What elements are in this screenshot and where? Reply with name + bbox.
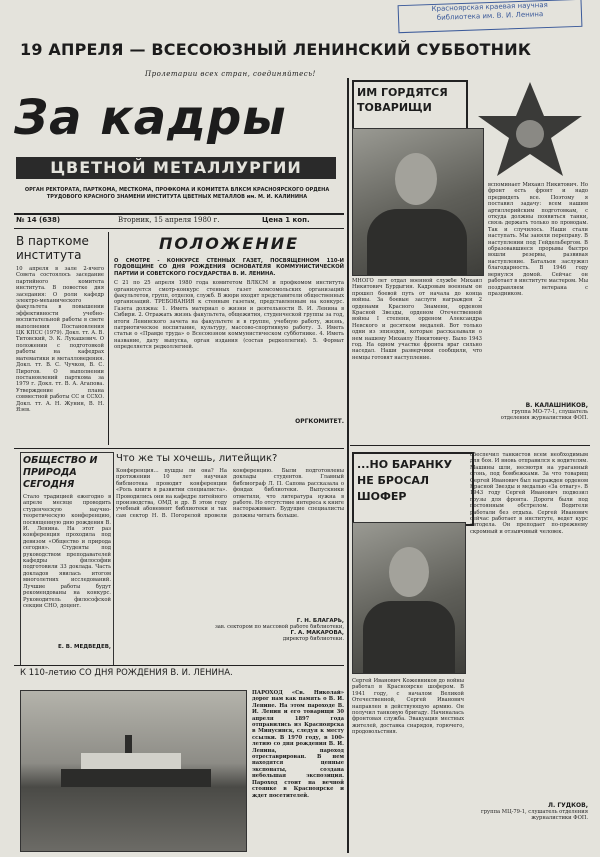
litejshik-title: Что же ты хочешь, литейщик? bbox=[116, 453, 278, 464]
gordimsya-left-body: МНОГО лет отдал военной службе Михаил Никитович Бурдыгин. Кадровым военным он прошел боевой путь от начала до конца войны. За боевые заслуги награжден 2 орденами Красного Знамени, орденом Красной Звезды, орденом Отечественной войны I степени, орденом Александра Невского и десятком медалей. Вот только одни из эпизодов, которые рассказывали о нем нашему Михаилу Никитовичу. Было 1943 год. На одном участке фронта враг сильно наседал. Наши разведчики сообщили, что немцы готовят наступление. bbox=[352, 278, 482, 361]
shofer-title-box bbox=[352, 452, 474, 526]
gordimsya-sign: В. КАЛАШНИКОВ, bbox=[525, 402, 588, 409]
partkom-title: В парткоме института bbox=[16, 234, 89, 262]
horizontal-rule-3 bbox=[350, 445, 590, 446]
steamship-deck bbox=[81, 753, 181, 769]
polozhenie-body: С 21 по 25 апреля 1980 года комитетом ВЛКСМ и профкомом института организуется смотр-конкурс стенных газет комсомольских организаций факультетов, групп, отделов, служб. В жюри входят представители общественных организаций. ТРЕБОВАНИЯ к стенным газетам, представленным на конкурс. Газета должна: 1. Иметь материал о жизни и деятельности В. И. Ленина в Сибири. 2. Отражать жизнь факультета, общежития, студенческой группы за год, итоги Ленинского зачета на факультете и в группе, учебную работу, жизнь, патриотическое воспитание, культуру, массово-спортивную работу. 3. Иметь статьи о «Правде труда» о Всесоюзном коммунистическом субботнике. 4. Иметь название, дату выпуска, орган издания (состав редколлегии). 5. Формат определяется редколлегией. bbox=[114, 280, 344, 351]
shofer-sign-role: группа МЦ-79-1, слушатель отделения журналистики ФОП. bbox=[481, 809, 588, 822]
steamship-funnel bbox=[125, 735, 132, 753]
library-stamp bbox=[398, 0, 583, 33]
polozhenie-subtitle: О СМОТРЕ - КОНКУРСЕ СТЕННЫХ ГАЗЕТ, ПОСВЯЩЕННОМ 110-Й ГОДОВЩИНЕ СО ДНЯ РОЖДЕНИЯ ОСНОВАТЕЛЯ КОММУНИСТИЧЕСКОЙ ПАРТИИ И СОВЕТСКОГО ГОСУДАРСТВА В. И. ЛЕНИНА. bbox=[114, 258, 344, 277]
litejshik-body: Конференция... пушды ли она? На протяжении 10 лет научная библиотека проводит конференции «Роль книги в развитии специалиста». Проводились они на кафедре литейного производства, ОМД и др. В этом году учебный абонемент библиотеки и так сам сектор Н. В. Погорелой провели конференцию. Были подготовлены доклады студентов. Главный библиограф Л. П. Сапова рассказала о фондах библиотеки. Выпускники отметили, что литература нужна в работе. Но отсутствие интереса к книге настораживает. Будущие специалисты должны читать больше. bbox=[116, 468, 344, 519]
issue-date: Вторник, 15 апреля 1980 г. bbox=[118, 216, 220, 224]
veteran-1-coat bbox=[367, 209, 467, 275]
masthead-organ: ОРГАН РЕКТОРАТА, ПАРТКОМА, МЕСТКОМА, ПРОФКОМА И КОМИТЕТА ВЛКСМ КРАСНОЯРСКОГО ОРДЕНА ТРУДОВОГО КРАСНОГО ЗНАМЕНИ ИНСТИТУТА ЦВЕТНЫХ МЕТАЛЛОВ им. М. И. КАЛИНИНА bbox=[24, 187, 330, 200]
shofer-right-body: обеспечил танкистов всем необходимым для боя. И вновь отправился к водителям. Машины шли, несмотря на ураганный огонь, под бомбежками. За что товарищ Сергей Иванович был награжден орденом Красной Звезды и медалью «За отвагу». В 1943 году Сергей Иванович подвозил грузы для фронта. Дороги были под постоянным обстрелом. Водители работали без отдыха. Сергей Иванович сейчас работает в институте, ведет курс автодела. Он преподает по-прежнему скромный и отзывчивый человек. bbox=[470, 452, 588, 535]
gordimsya-right-body: вспоминает Михаил Никитович. Но фронт есть фронт и надо предвидеть все. Поэтому я поставил задачу: всем нашим артиллерийским подготовкам, с откуда должны появиться танки, связь держать только по проводам. Так и случилось. Наши стали наступать. Мы заняли переправу. В наступлении под Гейдельбергом. В образовавшиеся прорывы быстро вошли резервы, развивая наступление. Батальон заслужил благодарность. В 1946 году вернулся домой. Сейчас он работает в институте мастером. Мы поздравляем ветерана с праздником. bbox=[488, 182, 588, 297]
order-star-emblem bbox=[470, 80, 590, 180]
lenin110-title: К 110-летию СО ДНЯ РОЖДЕНИЯ В. И. ЛЕНИНА. bbox=[20, 668, 233, 678]
top-banner: 19 АПРЕЛЯ — ВСЕСОЮЗНЫЙ ЛЕНИНСКИЙ СУББОТНИК bbox=[20, 40, 532, 59]
lenin110-caption: ПАРОХОД «Св. Николай» дорог нам как память о В. И. Ленине. На этом пароходе В. И. Ленин и его товарищи 30 апреля 1897 года отправились из Красноярска в Минусинск, следуя к месту ссылки. В 1970 году, в 100-летию со дня рождения В. И. Ленина, пароход отреставрирован. В нем находятся ценные экспонаты, создана небольшая экспозиция. Пароход стоит на вечной стоянке в Красноярске и ждет посетителей. bbox=[252, 690, 344, 799]
veteran-1-head bbox=[395, 153, 437, 205]
polozhenie-sign: ОРГКОМИТЕТ. bbox=[295, 418, 344, 426]
stamp-line-2: библиотека им. В. И. Ленина bbox=[436, 10, 544, 22]
masthead-title: За кадры bbox=[14, 90, 287, 146]
veteran-2-coat bbox=[363, 601, 455, 673]
veteran-photo-1 bbox=[352, 128, 484, 276]
gordimsya-signature bbox=[488, 402, 588, 440]
issue-price: Цена 1 коп. bbox=[262, 216, 310, 224]
polozhenie-article bbox=[114, 234, 344, 446]
litejshik-sign1-role: зав. сектором по массовой работе библиотеки, bbox=[214, 624, 344, 630]
obshchestvo-article bbox=[20, 452, 114, 666]
litejshik-sign1: Г. Н. БЛАГАРЬ, bbox=[296, 618, 344, 624]
masthead-rule bbox=[14, 213, 344, 215]
partkom-body: 10 апреля в зале 2-ячего Совета состоялось заседание партийного комитета института. В повестке дня заседания: О роли кафедр электро-механического факультета в повышении эффективности учебно-воспитательной работы в свете выполнения Постановления ЦК КПСС (1979). Докл. тт. А. В. Титовский, Э. К. Лукашевич. О положении с подготовкой работы на кафедрах математики и металловедения. Докл. тт. В. С. Чучков, В. С. Пирогов. О выполнении постановлений парткома за 1979 г. Докл. тт. В. А. Агапова. Утверждение плана совместной работы СС и ССХО. Докл. тт. А. Н. Жунин, В. Н. Язев. bbox=[16, 266, 104, 413]
column-rule-1 bbox=[108, 232, 109, 445]
issue-number: № 14 (638) bbox=[16, 216, 61, 224]
shofer-sign: Л. ГУДКОВ, bbox=[547, 802, 588, 809]
litejshik-sign2-role: директор библиотеки. bbox=[282, 636, 344, 643]
veteran-2-head bbox=[389, 547, 429, 597]
stamp-line-1: Красноярская краевая научная bbox=[431, 0, 548, 14]
veteran-photo-2 bbox=[352, 522, 466, 674]
partkom-article bbox=[16, 234, 104, 444]
obshchestvo-sign: Е. В. МЕДВЕДЕВ, bbox=[58, 644, 111, 650]
steamship-hull bbox=[61, 769, 211, 787]
order-star-center bbox=[516, 120, 544, 148]
litejshik-article bbox=[116, 452, 344, 662]
polozhenie-title: ПОЛОЖЕНИЕ bbox=[158, 234, 300, 253]
shofer-signature bbox=[470, 802, 588, 850]
masthead-subtitle: ЦВЕТНОЙ МЕТАЛЛУРГИИ bbox=[16, 157, 336, 179]
masthead-rule-bottom bbox=[14, 228, 344, 229]
gordimsya-title-box bbox=[352, 80, 468, 132]
steamship-photo bbox=[20, 690, 247, 852]
shofer-left-body: Сергей Иванович Кожевников до войны работал в Красноярске шофером. В 1941 году, с началом Великой Отечественной, Сергей Иванович направлен в действующую армию. Он получил танковую бригаду. Начиналась фронтовая служба. Эвакуация местных жителей, доставка снарядов, горючего, продовольствия. bbox=[352, 678, 464, 736]
horizontal-rule-1 bbox=[14, 448, 344, 449]
slogan: Пролетарии всех стран, соединяйтесь! bbox=[145, 70, 316, 78]
gordimsya-sign-role: группа МО-77-1, слушатель отделения журналистики ФОП. bbox=[500, 409, 588, 422]
gordimsya-title: ИМ ГОРДЯТСЯ ТОВАРИЩИ bbox=[357, 86, 448, 114]
obshchestvo-title: ОБЩЕСТВО И ПРИРОДА СЕГОДНЯ bbox=[23, 455, 98, 490]
shofer-title: ...НО БАРАНКУ НЕ БРОСАЛ ШОФЕР bbox=[357, 458, 453, 503]
litejshik-sign2: Г. А. МАКАРОВА, bbox=[290, 630, 344, 637]
horizontal-rule-2 bbox=[14, 665, 344, 666]
obshchestvo-body: Стало традицией ежегодно в апреле месяце проводить студенческую научно-теоретическую конференцию, посвященную дню рождения В. И. Ленина. На этот раз конференция проходила под девизом «Общество и природа сегодня». Студенты под руководством преподавателей кафедры философии подготовили 33 доклада. Часть докладов явилась итогом многолетних исследований. Лучшие работы будут рекомендованы на конкурс. Руководитель философской секции СНО, доцент. bbox=[23, 494, 111, 609]
main-column-divider bbox=[347, 78, 349, 853]
